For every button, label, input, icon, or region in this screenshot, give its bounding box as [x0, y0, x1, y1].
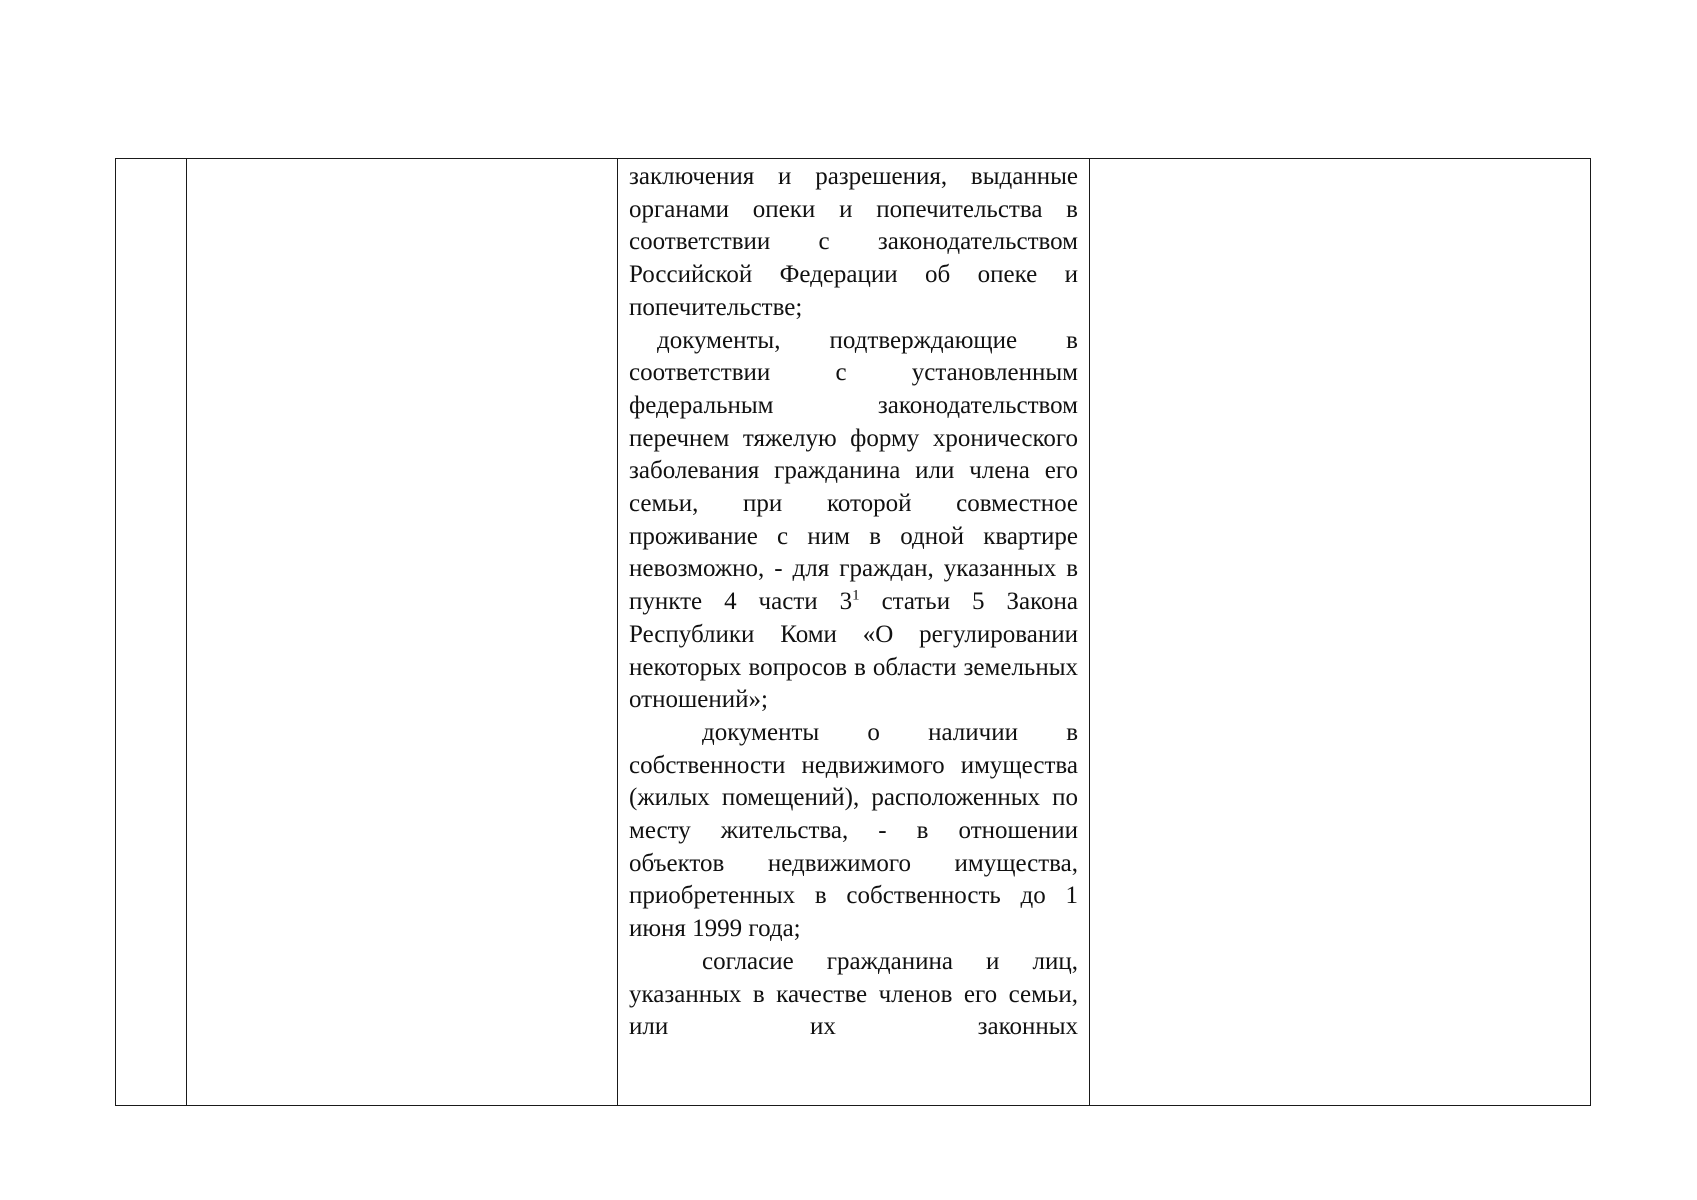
table-cell-documents [618, 159, 1090, 1105]
document-table [115, 158, 1591, 1106]
paragraph-guardianship: заключения и разрешения, выданные органами опеки и попечительства в соответствии с законодательством Российской Федерации об опеке и попечительстве; [629, 163, 1078, 321]
paragraph-illness-text: документы, подтверждающие в соответствии с установленным федеральным законодательством перечнем тяжелую форму хронического заболевания гражданина или члена его семьи, при которой совместное проживание с ним в одной квартире невозможно, - для граждан, указанных в пункте 4 части 3 [629, 326, 1078, 616]
table-cell-name [187, 159, 618, 1105]
paragraph-consent: согласие гражданина и лиц, указанных в качестве членов его семьи, или их законных [629, 947, 1078, 1041]
cell-text [629, 161, 1078, 1044]
table-cell-notes [1090, 159, 1590, 1105]
paragraph-property: документы о наличии в собственности недвижимого имущества (жилых помещений), расположенных по месту жительства, - в отношении объектов недвижимого имущества, приобретенных в собственность до 1 июня 1999 года; [629, 718, 1078, 943]
superscript-marker: 1 [852, 587, 860, 604]
paragraph-illness [629, 325, 1078, 717]
table-cell-number [116, 159, 187, 1105]
paragraph-illness-tail: статьи 5 Закона Республики Коми «О регулировании некоторых вопросов в области земельных отношений»; [629, 588, 1078, 714]
